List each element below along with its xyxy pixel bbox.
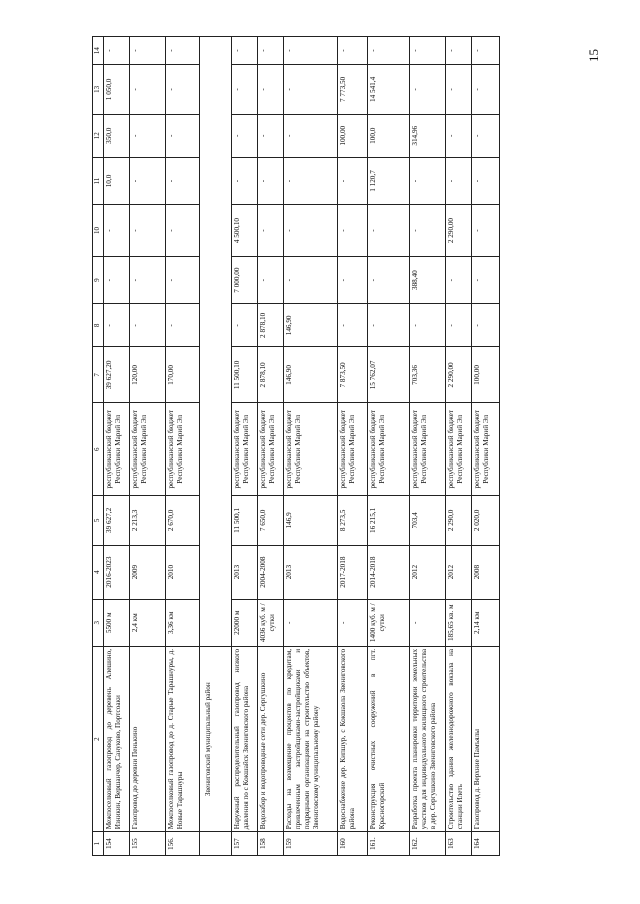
header-cell: 2 [93, 646, 104, 831]
cell-c5: 11 500,1 [232, 496, 258, 546]
cell-c6: республиканский бюджет Республики Марий Эл [410, 403, 446, 496]
cell-years: 2010 [166, 545, 200, 599]
cell-c6: республиканский бюджет Республики Марий Эл [446, 403, 472, 496]
cell-c7: 11 500,10 [232, 347, 258, 403]
cell-c7: 2 878,10 [258, 347, 284, 403]
cell-c7: 100,00 [472, 347, 500, 403]
cell-num: 157 [232, 832, 258, 856]
cell-c8: - [338, 304, 368, 347]
cell-c14: - [232, 37, 258, 65]
cell-c9: - [130, 256, 166, 303]
cell-c8: - [410, 304, 446, 347]
cell-qty: 2,4 км [130, 599, 166, 646]
cell-c5: 8 273,5 [338, 496, 368, 546]
cell-qty: 4036 куб. м / сутки [258, 599, 284, 646]
cell-c8: - [472, 304, 500, 347]
table-row [166, 37, 200, 856]
cell-name: Межпоселковый газопровод до деревень Алешино, Изникин, Вершанчер, Сануково, Портсоаки [104, 646, 130, 831]
cell-c12: - [258, 114, 284, 157]
cell-qty: 185,65 кв. м [446, 599, 472, 646]
cell-c6: республиканский бюджет Республики Марий Эл [258, 403, 284, 496]
cell-c13: - [410, 65, 446, 115]
cell-c8: - [232, 304, 258, 347]
cell-qty: - [284, 599, 338, 646]
cell-c11: - [130, 157, 166, 204]
cell-c10: - [472, 205, 500, 257]
cell-num: 156. [166, 832, 200, 856]
cell-c9: - [166, 256, 200, 303]
cell-c9: 388,40 [410, 256, 446, 303]
cell-c11: - [446, 157, 472, 204]
cell-c8: 2 878,10 [258, 304, 284, 347]
header-cell: 1 [93, 832, 104, 856]
header-cell: 4 [93, 545, 104, 599]
cell-c9: 7 000,00 [232, 256, 258, 303]
cell-c6: республиканский бюджет Республики Марий Эл [166, 403, 200, 496]
cell-c9: - [368, 256, 410, 303]
cell-c11: - [258, 157, 284, 204]
cell-name: Разработка проекта планировки территории земельных участков для индивидуального жилищного строительства в дер. Сергушкино Звениговского района [410, 646, 446, 831]
cell-c11: - [166, 157, 200, 204]
cell-c12: 100,00 [338, 114, 368, 157]
cell-qty: 5500 м [104, 599, 130, 646]
cell-name: Водоснабжение дер. Кипшур, с Кокшаола Звениговского района [338, 646, 368, 831]
cell-c14: - [258, 37, 284, 65]
cell-c10: - [258, 205, 284, 257]
cell-c9: - [472, 256, 500, 303]
cell-years: 2009 [130, 545, 166, 599]
cell-c14: - [104, 37, 130, 65]
table-body [104, 37, 500, 856]
section-spacer [200, 832, 232, 856]
cell-c13: - [232, 65, 258, 115]
page-number: 15 [586, 49, 601, 62]
table-row [472, 37, 500, 856]
cell-c12: 350,0 [104, 114, 130, 157]
header-cell: 13 [93, 65, 104, 115]
cell-c12: - [130, 114, 166, 157]
header-cell: 10 [93, 205, 104, 257]
cell-c5: 2 670,0 [166, 496, 200, 546]
cell-c10: - [338, 205, 368, 257]
cell-c14: - [130, 37, 166, 65]
cell-c8: - [368, 304, 410, 347]
cell-c11: - [472, 157, 500, 204]
cell-c6: республиканский бюджет Республики Марий Эл [338, 403, 368, 496]
cell-c11: 10,0 [104, 157, 130, 204]
cell-c7: 170,00 [166, 347, 200, 403]
cell-num: 154 [104, 832, 130, 856]
cell-c10: - [368, 205, 410, 257]
cell-c13: - [166, 65, 200, 115]
cell-c10: - [284, 205, 338, 257]
table-row [410, 37, 446, 856]
section-row [200, 37, 232, 856]
cell-c11: - [410, 157, 446, 204]
cell-c9: - [338, 256, 368, 303]
cell-name: Газопровод до деревни Пенькино [130, 646, 166, 831]
cell-c10: 4 500,10 [232, 205, 258, 257]
rotated-table-container [92, 36, 624, 856]
cell-num: 159 [284, 832, 338, 856]
table-row [446, 37, 472, 856]
cell-c13: - [284, 65, 338, 115]
header-cell: 8 [93, 304, 104, 347]
cell-c7: 15 762,07 [368, 347, 410, 403]
cell-c13: - [446, 65, 472, 115]
cell-c8: - [166, 304, 200, 347]
cell-c13: - [130, 65, 166, 115]
cell-c6: республиканский бюджет Республики Марий Эл [104, 403, 130, 496]
table-row [104, 37, 130, 856]
cell-qty: 3,36 км [166, 599, 200, 646]
cell-qty: 22000 м [232, 599, 258, 646]
cell-years: 2017-2018 [338, 545, 368, 599]
cell-qty: - [338, 599, 368, 646]
cell-c6: республиканский бюджет Республики Марий Эл [284, 403, 338, 496]
table-row [368, 37, 410, 856]
cell-c12: - [446, 114, 472, 157]
table-row [338, 37, 368, 856]
cell-c12: 314,96 [410, 114, 446, 157]
cell-years: 2012 [446, 545, 472, 599]
header-cell: 12 [93, 114, 104, 157]
cell-c10: - [166, 205, 200, 257]
cell-c12: 100,0 [368, 114, 410, 157]
cell-years: 2012 [410, 545, 446, 599]
budget-table [92, 36, 500, 856]
table-row [232, 37, 258, 856]
cell-c5: 7 650,0 [258, 496, 284, 546]
cell-c6: республиканский бюджет Республики Марий Эл [472, 403, 500, 496]
section-title: Звениговский муниципальный район [200, 646, 232, 831]
cell-num: 164 [472, 832, 500, 856]
cell-c14: - [166, 37, 200, 65]
cell-c8: - [104, 304, 130, 347]
cell-c6: республиканский бюджет Республики Марий Эл [130, 403, 166, 496]
cell-years: 2004-2008 [258, 545, 284, 599]
cell-c14: - [338, 37, 368, 65]
table-row [284, 37, 338, 856]
section-filler [200, 37, 232, 647]
cell-c14: - [446, 37, 472, 65]
cell-years: 2014-2018 [368, 545, 410, 599]
cell-c13: - [472, 65, 500, 115]
cell-c5: 2 213,3 [130, 496, 166, 546]
cell-c7: 7 873,50 [338, 347, 368, 403]
cell-c13: 14 541,4 [368, 65, 410, 115]
cell-c10: 2 290,00 [446, 205, 472, 257]
cell-c12: - [284, 114, 338, 157]
cell-num: 158 [258, 832, 284, 856]
cell-num: 155 [130, 832, 166, 856]
cell-c5: 16 215,1 [368, 496, 410, 546]
header-cell: 9 [93, 256, 104, 303]
header-cell: 5 [93, 496, 104, 546]
cell-c10: - [410, 205, 446, 257]
cell-c5: 2 290,0 [446, 496, 472, 546]
cell-name: Расходы на возмещение процентов по кредитам, привлеченным застройщиками-застройщиками и подрядными организациями на строительство объектов, Звениговскому муниципальному району [284, 646, 338, 831]
cell-c14: - [472, 37, 500, 65]
cell-c7: 120,00 [130, 347, 166, 403]
cell-c13: - [258, 65, 284, 115]
cell-c10: - [104, 205, 130, 257]
cell-c11: - [338, 157, 368, 204]
cell-c14: - [368, 37, 410, 65]
cell-years: 2013 [284, 545, 338, 599]
cell-years: 2016-2023 [104, 545, 130, 599]
cell-c9: - [258, 256, 284, 303]
header-cell: 11 [93, 157, 104, 204]
cell-c7: 2 290,00 [446, 347, 472, 403]
cell-c5: 2 020,0 [472, 496, 500, 546]
cell-c12: - [166, 114, 200, 157]
cell-c14: - [284, 37, 338, 65]
cell-num: 162. [410, 832, 446, 856]
cell-c13: 1 050,0 [104, 65, 130, 115]
cell-c12: - [472, 114, 500, 157]
cell-c8: - [446, 304, 472, 347]
cell-c6: республиканский бюджет Республики Марий Эл [232, 403, 258, 496]
cell-c13: 7 773,50 [338, 65, 368, 115]
cell-qty: 2,14 км [472, 599, 500, 646]
cell-num: 161. [368, 832, 410, 856]
cell-qty: - [410, 599, 446, 646]
table-row [258, 37, 284, 856]
cell-num: 163 [446, 832, 472, 856]
cell-name: Реконструкция очистных сооружений в пгт. Красногорский [368, 646, 410, 831]
header-cell: 7 [93, 347, 104, 403]
cell-c14: - [410, 37, 446, 65]
cell-c7: 703,36 [410, 347, 446, 403]
cell-c5: 703,4 [410, 496, 446, 546]
cell-num: 160 [338, 832, 368, 856]
cell-c7: 146,90 [284, 347, 338, 403]
cell-c5: 39 627,2 [104, 496, 130, 546]
cell-qty: 1400 куб. м /сутки [368, 599, 410, 646]
cell-name: Межпоселковый газопровод до д. Старые Тарашнуры, д. Новые Тарашнуры [166, 646, 200, 831]
cell-name: Строительство здания железнодорожного вокзала на станции Илеть [446, 646, 472, 831]
header-cell: 3 [93, 599, 104, 646]
cell-name: Наружный распределительный газопровод низкого давления по с Кокшайск Звениговского района [232, 646, 258, 831]
cell-name: Газопровод д. Верхние Памъялы [472, 646, 500, 831]
cell-c9: - [446, 256, 472, 303]
cell-c8: 146,90 [284, 304, 338, 347]
cell-c11: - [284, 157, 338, 204]
header-cell: 14 [93, 37, 104, 65]
cell-c9: - [104, 256, 130, 303]
cell-c9: - [284, 256, 338, 303]
cell-c8: - [130, 304, 166, 347]
cell-c7: 39 627,20 [104, 347, 130, 403]
cell-c6: республиканский бюджет Республики Марий Эл [368, 403, 410, 496]
cell-c5: 146,9 [284, 496, 338, 546]
header-row [93, 37, 104, 856]
cell-c11: 1 120,7 [368, 157, 410, 204]
cell-c10: - [130, 205, 166, 257]
cell-name: Водозабор и водопроводные сети дер. Сергушкино [258, 646, 284, 831]
header-cell: 6 [93, 403, 104, 496]
cell-c11: - [232, 157, 258, 204]
cell-years: 2013 [232, 545, 258, 599]
cell-years: 2008 [472, 545, 500, 599]
table-row [130, 37, 166, 856]
cell-c12: - [232, 114, 258, 157]
